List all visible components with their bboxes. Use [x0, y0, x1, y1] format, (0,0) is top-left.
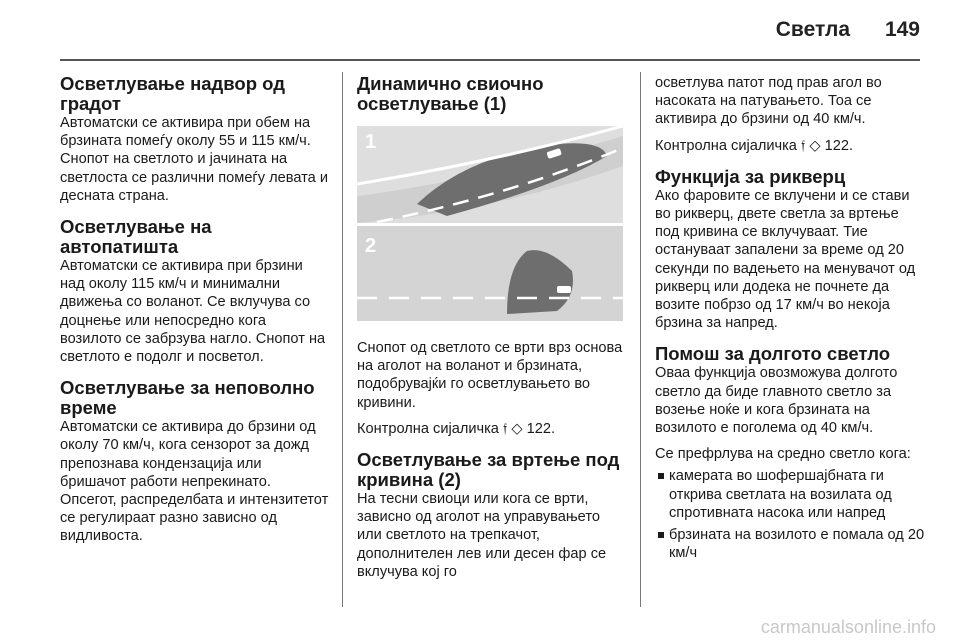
- panel-2-label: 2: [365, 235, 377, 257]
- column-divider-2: [640, 72, 641, 607]
- column-divider-1: [342, 72, 343, 607]
- heading-dynamic-curve-light: Динамично свиочно осветлување (1): [357, 73, 544, 114]
- panel-2-car: [557, 286, 571, 293]
- text-cornering-light-cont: осветлува патот под прав агол во насоката на патувањето. Тоа се активира до брзини од 40 км/ч.: [655, 75, 882, 128]
- page-header: [0, 0, 960, 60]
- bullet-text: камерата во шофершајбната ги открива светлата на возилата од спротивната насока или напред: [669, 468, 892, 521]
- text-switches-to-low-beam: Се префрлува на средно светло кога:: [655, 446, 911, 463]
- bullet-text: брзината на возилото е помала од 20 км/ч: [669, 527, 925, 562]
- text-reverse-function: Ако фаровите се вклучени и се стави во рикверц, двете светла за вртење под кривина се вклучуваат. Тие остануваат запалени за време од 20 секунди по вадењето на менувачот од рикверц или додека не почнете да возите побрзо од 17 км/ч во некоја брзина за напред.: [655, 187, 916, 332]
- ref-control-lamp-2: Контролна сијаличка 𝔣 ◇ 122.: [655, 137, 854, 154]
- panel-2-bg: [357, 226, 623, 321]
- text-bad-weather: Автоматски се активира до брзини од околу 70 км/ч, кога сензорот за дожд препознава кондензација или бришачот работи непрекинато. Опсегот, распределбата и интензитетот се регулираат разно зависно од видливоста.: [60, 419, 329, 545]
- text-outside-town: Автоматски се активира при обем на брзината помеѓу околу 55 и 115 км/ч. Снопот на светлото и јачината на светлоста се различни помеѓу левата и десната страна.: [60, 115, 328, 204]
- list-item: [655, 467, 925, 522]
- column-2: [357, 74, 627, 581]
- heading-outside-town: Осветлување надвор од градот: [60, 73, 285, 114]
- panel-divider: [357, 223, 623, 226]
- heading-bad-weather: Осветлување за неповолно време: [60, 377, 315, 419]
- heading-reverse-function: Функција за рикверц: [655, 165, 846, 187]
- heading-motorway: Осветлување на автопатишта: [60, 216, 212, 258]
- ref-control-lamp-1: Контролна сијаличка 𝔣 ◇ 122.: [357, 420, 556, 437]
- watermark: carmanualsonline.info: [760, 617, 936, 637]
- illustration-svg: [357, 126, 623, 321]
- text-dynamic-curve-light: Снопот од светлото се врти врз основа на аголот на воланот и брзината, подобрувајќи го осветлувањето во кривини.: [357, 340, 623, 411]
- text-motorway: Автоматски се активира при брзини над околу 115 км/ч и минимални движења со воланот. Се вклучува со доцнење или непосредно кога возилото се забрзува нагло. Снопот на светлото е подолг и посветол.: [60, 258, 326, 366]
- header-rule: [60, 59, 920, 61]
- bullet-icon: [655, 526, 669, 562]
- heading-cornering-light: Осветлување за вртење под кривина (2): [357, 449, 620, 491]
- column-3: [655, 74, 925, 562]
- column-1: [60, 74, 330, 546]
- page-title: Светла: [775, 18, 850, 41]
- heading-high-beam-assist: Помош за долгото светло: [655, 343, 891, 365]
- page-number: 149: [884, 18, 920, 41]
- bullet-icon: [655, 467, 669, 522]
- text-high-beam-assist: Оваа функција овозможува долгото светло да биде главното светло за возење ноќе и кога брзината на возилото е поголема од 40 км/ч.: [655, 365, 898, 437]
- text-cornering-light: На тесни свиоци или кога се врти, зависно од аголот на управувањето или светлото на трепкачот, дополнителен лев или десен фар се вклучува кој го: [357, 491, 607, 580]
- curve-light-illustration: [357, 126, 623, 321]
- list-item: [655, 526, 925, 562]
- panel-1-label: 1: [365, 131, 377, 153]
